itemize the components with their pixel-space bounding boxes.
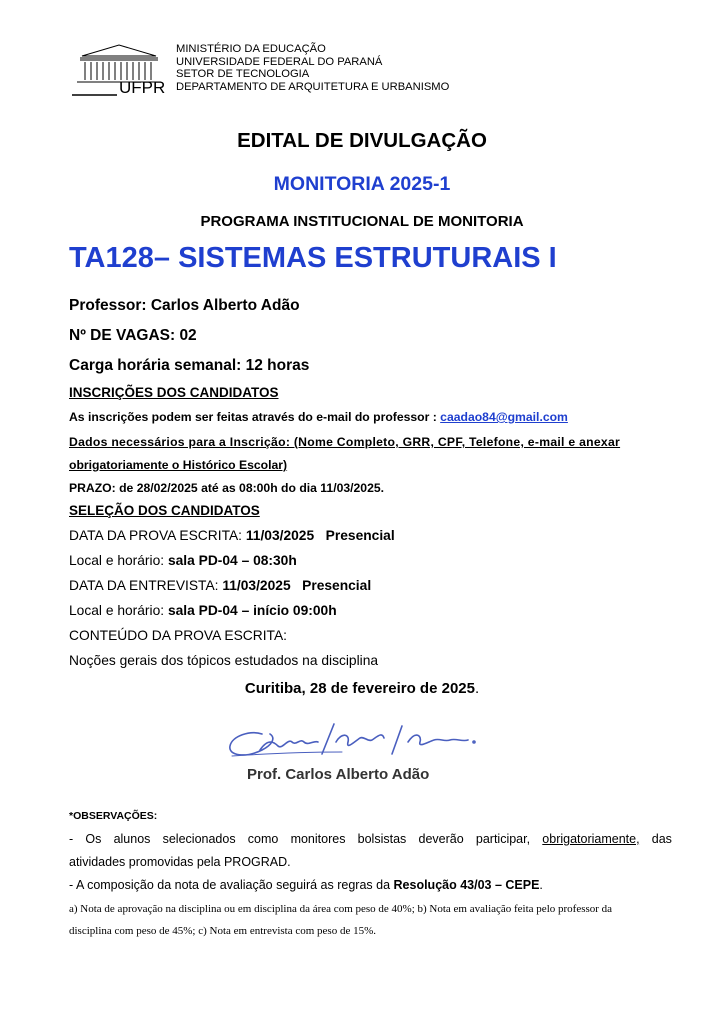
programa-title: PROGRAMA INSTITUCIONAL DE MONITORIA — [200, 213, 524, 230]
dados-line-1 — [69, 435, 672, 449]
carga-line: Carga horária semanal: 12 horas — [69, 357, 310, 374]
header-line-university: UNIVERSIDADE FEDERAL DO PARANÁ — [176, 55, 383, 68]
obs-3-line-1: a) Nota de aprovação na disciplina ou em disciplina da área com peso de 40%; b) Nota em avaliação feita pelo professor da — [69, 903, 613, 915]
observacoes-heading: *OBSERVAÇÕES: — [69, 810, 158, 822]
obs-2-suffix: . — [539, 878, 543, 892]
obs-2-resolucao: Resolução 43/03 – CEPE — [393, 878, 540, 892]
entrevista-local-value: sala PD-04 – início 09:00h — [167, 603, 337, 618]
signature-image — [222, 712, 514, 800]
course-title: TA128– SISTEMAS ESTRUTURAIS I — [69, 242, 557, 274]
selecao-heading: SELEÇÃO DOS CANDIDATOS — [69, 503, 260, 518]
obs-1-word-obrigatoriamente: obrigatoriamente, — [542, 832, 640, 846]
obs-1-word: monitores — [290, 832, 346, 846]
prova-local-line — [69, 553, 297, 568]
obs-1-word: selecionados — [162, 832, 236, 846]
obs-1-line-2: atividades promovidas pela PROGRAD. — [69, 855, 291, 869]
prova-date-line — [69, 528, 395, 543]
conteudo-value: Noções gerais dos tópicos estudados na disciplina — [69, 653, 379, 668]
entrevista-date-value: 11/03/2025 Presencial — [222, 578, 372, 593]
obs-1-word: - — [69, 832, 74, 846]
prova-date-label: DATA DA PROVA ESCRITA: — [69, 528, 246, 543]
obs-1-word: bolsistas — [357, 832, 407, 846]
logo-text: UFPR — [119, 78, 166, 96]
obs-1-line-1 — [69, 832, 672, 846]
obs-1-word: alunos — [113, 832, 151, 846]
inscricoes-email-line — [69, 410, 568, 424]
inscricoes-email-text: As inscrições podem ser feitas através do e-mail do professor : — [69, 410, 441, 424]
vagas-line: Nº DE VAGAS: 02 — [69, 327, 197, 344]
entrevista-local-line — [69, 603, 337, 618]
institution-header — [176, 43, 449, 93]
obs-2-prefix: - A composição da nota de avaliação seguirá as regras da — [69, 878, 394, 892]
city-date-text: Curitiba, 28 de fevereiro de 2025 — [244, 680, 475, 697]
entrevista-date-label: DATA DA ENTREVISTA: — [69, 578, 223, 593]
obs-3-line-2: disciplina com peso de 45%; c) Nota em entrevista com peso de 15%. — [69, 925, 376, 937]
city-date — [0, 680, 724, 697]
monitoria-title: MONITORIA 2025-1 — [273, 173, 451, 195]
inscricoes-heading: INSCRIÇÕES DOS CANDIDATOS — [69, 385, 279, 400]
prova-date-value: 11/03/2025 Presencial — [245, 528, 395, 543]
obs-1-word: participar, — [475, 832, 531, 846]
entrevista-date-line — [69, 578, 371, 593]
edital-title: EDITAL DE DIVULGAÇÃO — [237, 129, 487, 152]
header-line-ministry: MINISTÉRIO DA EDUCAÇÃO — [176, 43, 326, 55]
professor-line: Professor: Carlos Alberto Adão — [69, 297, 300, 314]
obs-1-word: como — [247, 832, 279, 846]
prazo-line: PRAZO: de 28/02/2025 até as 08:00h do dia 11/03/2025. — [69, 481, 385, 495]
dados-text-1: Dados necessários para a Inscrição: (Nome Completo, GRR, CPF, Telefone, e-mail e anexar — [69, 435, 621, 449]
ufpr-logo — [72, 42, 167, 96]
dados-line-2: obrigatoriamente o Histórico Escolar) — [69, 458, 288, 472]
prova-local-value: sala PD-04 – 08:30h — [167, 553, 297, 568]
entrevista-local-label: Local e horário: — [69, 603, 168, 618]
prova-local-label: Local e horário: — [69, 553, 168, 568]
header-line-department: DEPARTAMENTO DE ARQUITETURA E URBANISMO — [176, 80, 450, 93]
header-line-sector: SETOR DE TECNOLOGIA — [176, 68, 310, 81]
conteudo-label: CONTEÚDO DA PROVA ESCRITA: — [69, 628, 287, 643]
obs-1-word: deverão — [418, 832, 464, 846]
signature-name: Prof. Carlos Alberto Adão — [247, 766, 430, 783]
obs-1-word: das — [651, 832, 672, 846]
city-date-period: . — [474, 680, 480, 697]
obs-1-word: Os — [85, 832, 102, 846]
obs-2-line — [69, 878, 543, 892]
professor-email-link[interactable]: caadao84@gmail.com — [440, 410, 568, 424]
